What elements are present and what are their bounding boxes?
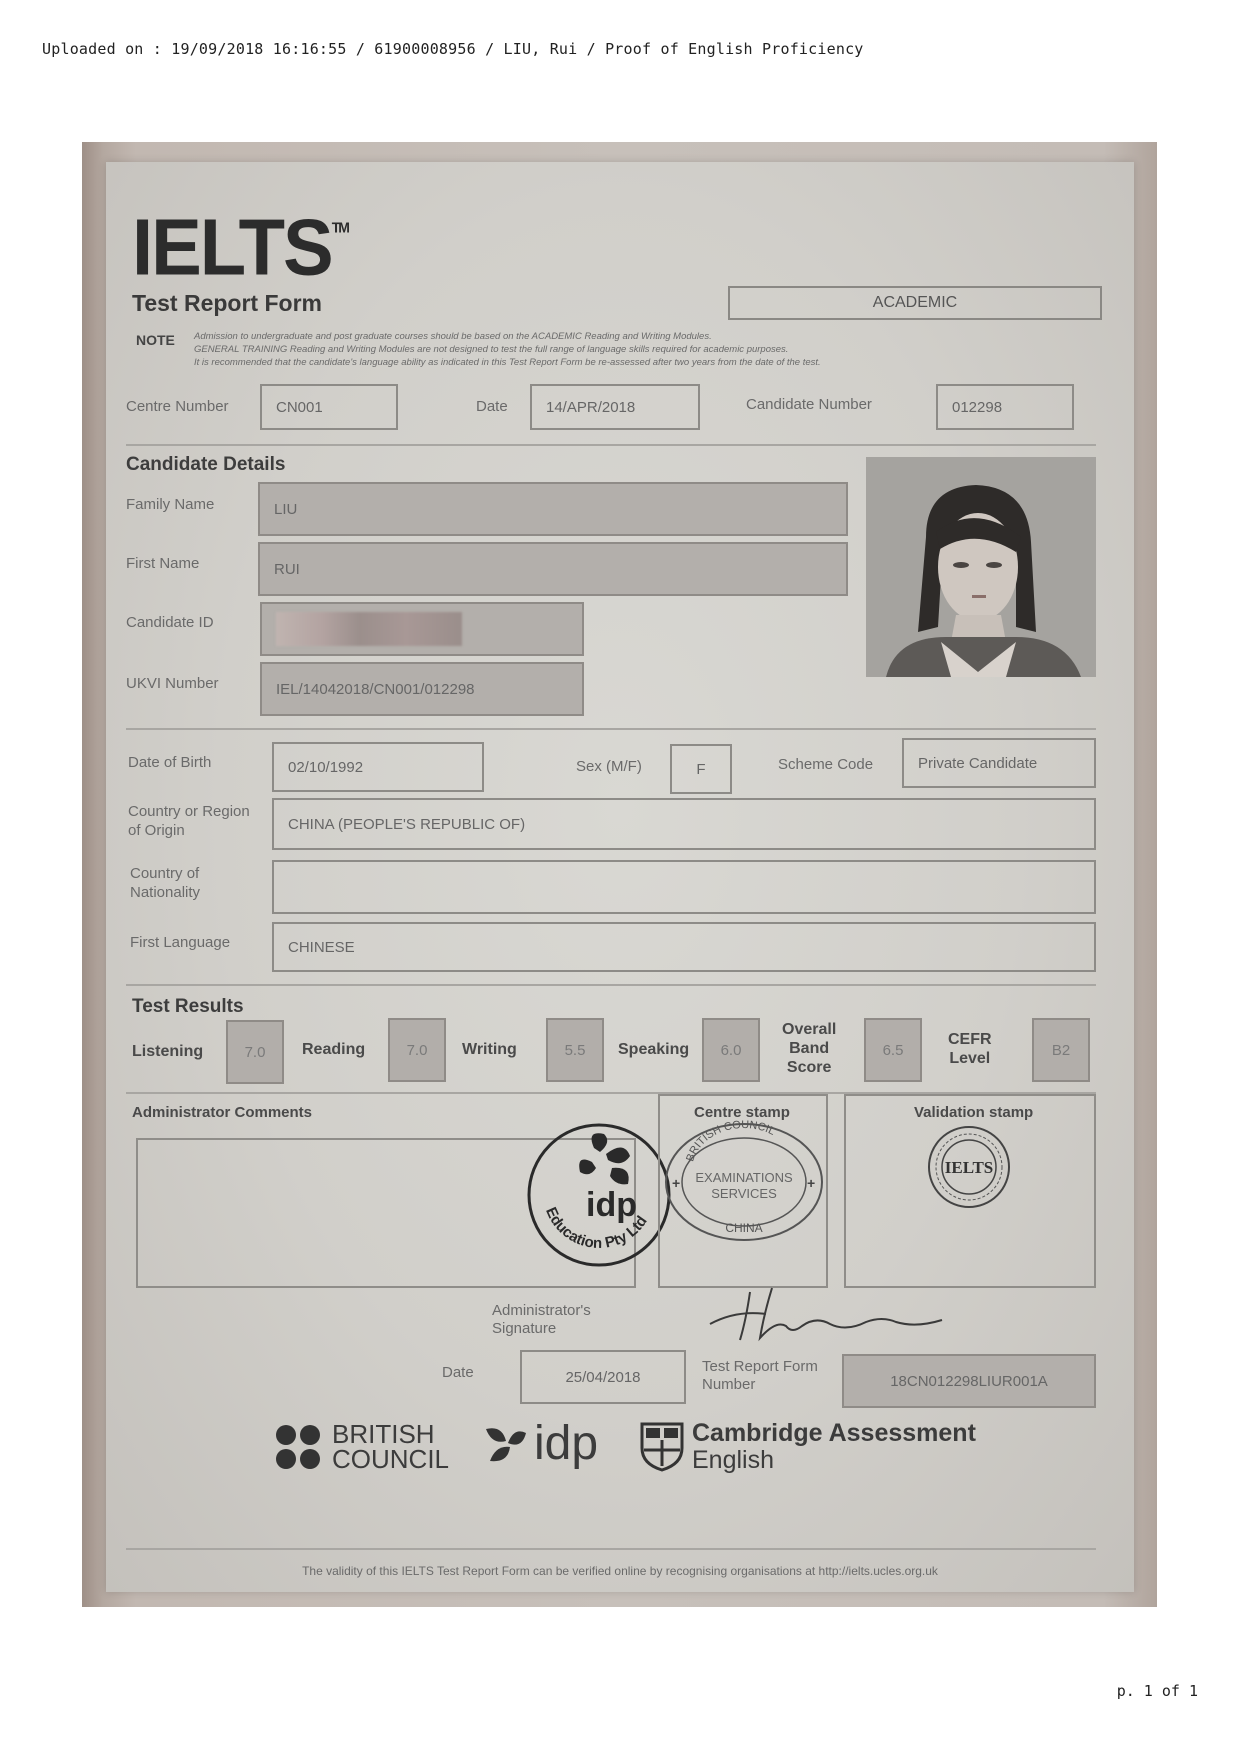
test-results-heading: Test Results [132, 996, 244, 1017]
reading-score: 7.0 [388, 1018, 446, 1082]
divider [126, 728, 1096, 730]
first-language-field: CHINESE [272, 922, 1096, 972]
candidate-id-field [260, 602, 584, 656]
candidate-number-label: Candidate Number [746, 396, 872, 413]
admin-comments-title: Administrator Comments [132, 1104, 313, 1121]
date-label: Date [476, 398, 508, 415]
centre-number-field: CN001 [260, 384, 398, 430]
upload-header: Uploaded on : 19/09/2018 16:16:55 / 61900008956 / LIU, Rui / Proof of English Proficiency [42, 40, 864, 58]
administrator-signature [706, 1280, 956, 1344]
first-name-field: RUI [258, 542, 848, 596]
scheme-code-field: Private Candidate [902, 738, 1096, 788]
svg-text:EXAMINATIONS: EXAMINATIONS [695, 1170, 793, 1185]
british-council-icon [274, 1423, 322, 1471]
origin-field: CHINA (PEOPLE'S REPUBLIC OF) [272, 798, 1096, 850]
divider [126, 444, 1096, 446]
note-line: Admission to undergraduate and post graduate courses should be based on the ACADEMIC Reading and Writing Modules. [194, 331, 712, 342]
cefr-level: B2 [1032, 1018, 1090, 1082]
note-line: GENERAL TRAINING Reading and Writing Modules are not designed to test the full range of language skills required for academic purposes. [194, 344, 789, 355]
listening-label: Listening [132, 1043, 204, 1060]
dob-field: 02/10/1992 [272, 742, 484, 792]
centre-stamp-graphic [662, 1120, 826, 1244]
document-photo [82, 142, 1157, 1607]
cambridge-shield-icon [640, 1422, 684, 1472]
svg-text:Education Pty Ltd: Education Pty Ltd [542, 1204, 651, 1253]
idp-stamp [524, 1120, 674, 1270]
speaking-label: Speaking [618, 1041, 690, 1058]
candidate-photo [866, 457, 1096, 677]
first-name-label: First Name [126, 555, 200, 572]
divider [126, 984, 1096, 986]
candidate-details-heading: Candidate Details [126, 454, 286, 475]
validation-stamp-title: Validation stamp [914, 1104, 1034, 1121]
test-report-form [106, 162, 1134, 1592]
note-label: NOTE [136, 332, 175, 348]
svg-text:IELTS: IELTS [944, 1158, 994, 1177]
sex-label: Sex (M/F) [576, 758, 642, 775]
reading-label: Reading [302, 1041, 366, 1058]
trf-number-label: Test Report Form Number [702, 1358, 818, 1393]
candidate-id-label: Candidate ID [126, 614, 214, 631]
svg-text:+: + [672, 1175, 681, 1191]
test-date-field: 14/APR/2018 [530, 384, 700, 430]
first-language-label: First Language [130, 934, 231, 951]
dob-label: Date of Birth [128, 754, 212, 771]
scheme-code-label: Scheme Code [778, 756, 874, 773]
overall-label: Overall Band Score [782, 1021, 837, 1076]
sex-field: F [670, 744, 732, 794]
speaking-score: 6.0 [702, 1018, 760, 1082]
note-text [194, 330, 1094, 369]
listening-score: 7.0 [226, 1020, 284, 1084]
issue-date-label: Date [442, 1364, 474, 1381]
idp-stamp-graphic [524, 1120, 674, 1270]
centre-number-label: Centre Number [126, 398, 229, 415]
idp-logo: idp [482, 1420, 598, 1468]
origin-label: Country or Region of Origin [128, 803, 250, 839]
idp-leaf-icon [482, 1421, 528, 1467]
candidate-number-field: 012298 [936, 384, 1074, 430]
redaction-block [276, 612, 462, 646]
divider [126, 1548, 1096, 1550]
nationality-label: Country of Nationality [130, 865, 201, 901]
signature-label: Administrator's Signature [492, 1302, 591, 1337]
cambridge-logo: Cambridge Assessment English [640, 1420, 976, 1474]
validity-note: The validity of this IELTS Test Report Form can be verified online by recognising organisations at http://ielts.ucles.org.uk [302, 1564, 938, 1578]
issue-date-field: 25/04/2018 [520, 1350, 686, 1404]
validation-stamp [926, 1124, 1012, 1210]
ukvi-number-label: UKVI Number [126, 675, 219, 692]
ielts-logo: IELTS™ [132, 202, 348, 293]
nationality-field [272, 860, 1096, 914]
validation-stamp-graphic [926, 1124, 1012, 1210]
svg-text:SERVICES: SERVICES [711, 1186, 777, 1201]
centre-stamp [662, 1120, 826, 1244]
svg-text:+: + [807, 1175, 816, 1191]
portrait-image [866, 457, 1096, 677]
note-line: It is recommended that the candidate's language ability as indicated in this Test Report Form be re-assessed after two years from the date of the test. [194, 357, 821, 368]
writing-score: 5.5 [546, 1018, 604, 1082]
svg-text:idp: idp [586, 1186, 637, 1224]
form-title: Test Report Form [132, 290, 322, 316]
ukvi-number-field: IEL/14042018/CN001/012298 [260, 662, 584, 716]
overall-score: 6.5 [864, 1018, 922, 1082]
centre-stamp-title: Centre stamp [694, 1104, 790, 1121]
page-number: p. 1 of 1 [1116, 1682, 1198, 1700]
trf-number-field: 18CN012298LIUR001A [842, 1354, 1096, 1408]
family-name-field: LIU [258, 482, 848, 536]
british-council-logo: BRITISH COUNCIL [274, 1422, 449, 1472]
cefr-label: CEFR Level [948, 1031, 992, 1067]
module-box: ACADEMIC [728, 286, 1102, 320]
svg-text:CHINA: CHINA [725, 1221, 763, 1235]
writing-label: Writing [462, 1041, 517, 1058]
family-name-label: Family Name [126, 496, 215, 513]
signature-graphic [706, 1280, 956, 1344]
svg-text:BRITISH COUNCIL: BRITISH COUNCIL [684, 1120, 777, 1164]
